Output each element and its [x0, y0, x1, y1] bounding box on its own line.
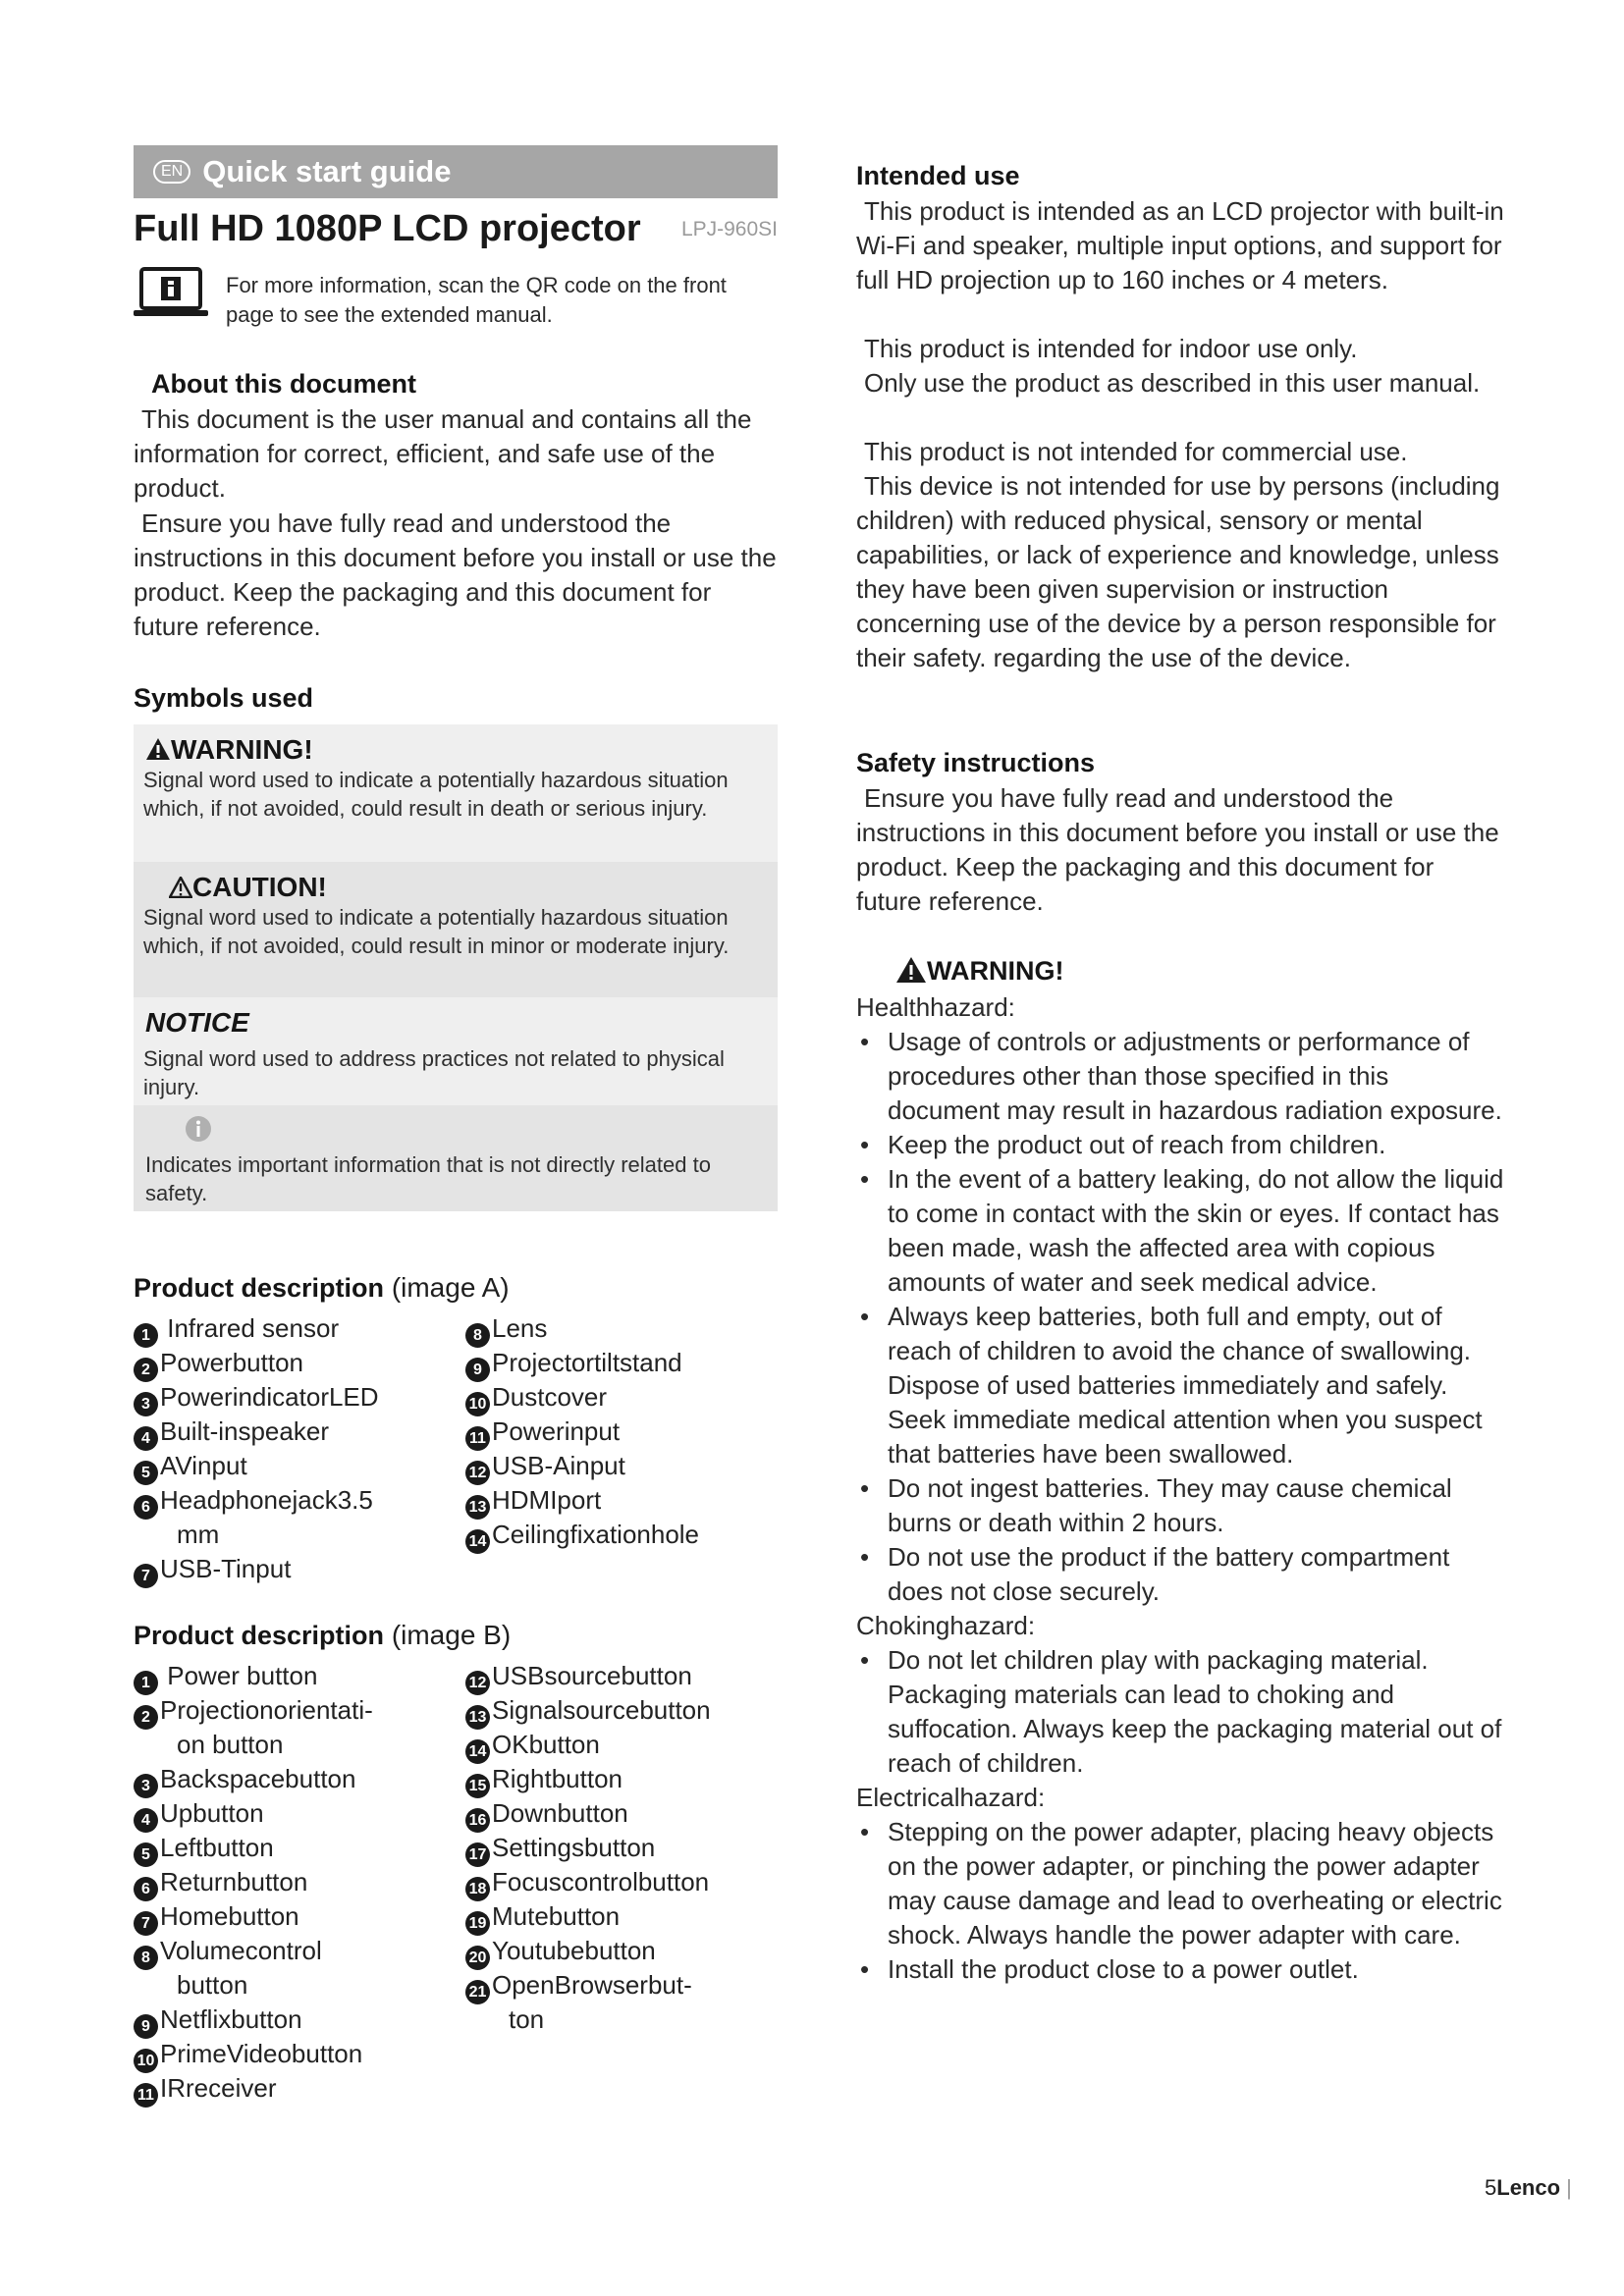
list-item: 19 Mutebutton: [465, 1899, 620, 1936]
about-paragraph-1: This document is the user manual and contains all the information for correct, efficient, and safe use of the product.: [134, 404, 752, 503]
list-item: • Do not let children play with packaging material. Packaging materials can lead to choking and suffocation. Always keep the packaging material out of reach of children.: [856, 1643, 1504, 1781]
list-item: 4 Upbutton: [134, 1796, 264, 1833]
list-item: 20 Youtubebutton: [465, 1934, 656, 1970]
model-number: LPJ-960SI: [680, 218, 778, 240]
warning-triangle-icon: [895, 956, 927, 984]
list-item: 3 PowerindicatorLED: [134, 1380, 379, 1416]
electrical-hazard-label: Electricalhazard:: [856, 1783, 1046, 1812]
list-item: 6 Returnbutton: [134, 1865, 307, 1901]
intended-paragraph-4: This product is not intended for commercial use.: [864, 437, 1408, 466]
caution-title: CAUTION!: [134, 872, 778, 903]
caution-triangle-icon: [169, 877, 192, 898]
about-heading: About this document: [151, 369, 416, 399]
list-item-continued: on button: [177, 1730, 284, 1759]
symbols-heading: Symbols used: [134, 683, 314, 713]
list-item: • Install the product close to a power outlet.: [856, 1952, 1504, 1987]
list-item: 11 Powerinput: [465, 1415, 620, 1451]
list-item: 2 Projectionorientati-: [134, 1693, 373, 1730]
list-item: 6 Headphonejack3.5: [134, 1483, 373, 1520]
list-item-continued: ton: [509, 2004, 545, 2034]
list-item: 2 Powerbutton: [134, 1346, 303, 1382]
intended-paragraph-1: This product is intended as an LCD projector with built-in Wi-Fi and speaker, multiple input options, and support for full HD projection up to 160 inches or 4 meters.: [856, 196, 1504, 294]
list-item: 9 Projectortiltstand: [465, 1346, 682, 1382]
safety-lists: [856, 990, 1504, 1987]
list-item: 15 Rightbutton: [465, 1762, 623, 1798]
laptop-info-icon: [134, 267, 208, 318]
list-item: 16 Downbutton: [465, 1796, 628, 1833]
list-item: 12 USBsourcebutton: [465, 1659, 692, 1695]
list-item: 4 Built-inspeaker: [134, 1415, 329, 1451]
warning-title: WARNING!: [134, 734, 778, 766]
safety-warning-title: WARNING!: [895, 956, 1063, 987]
list-item-continued: button: [177, 1970, 248, 2000]
list-item: • Usage of controls or adjustments or performance of procedures other than those specified in this document may result in hazardous radiation exposure.: [856, 1025, 1504, 1128]
list-item: 13 HDMIport: [465, 1483, 601, 1520]
guide-title: Quick start guide: [202, 154, 452, 188]
list-item: 10 PrimeVideobutton: [134, 2037, 362, 2073]
list-item: 14 Ceilingfixationhole: [465, 1518, 699, 1554]
health-hazard-label: Healthhazard:: [856, 992, 1015, 1022]
list-item: 7 Homebutton: [134, 1899, 299, 1936]
list-item: 5 Leftbutton: [134, 1831, 274, 1867]
choking-hazard-label: Chokinghazard:: [856, 1611, 1036, 1640]
list-item: 8 Volumecontrol: [134, 1934, 322, 1970]
quick-start-banner: [134, 145, 778, 198]
info-symbol-text: Indicates important information that is not directly related to safety.: [145, 1152, 711, 1205]
page-number: 5: [1485, 2175, 1497, 2200]
about-paragraph-2: Ensure you have fully read and understood the instructions in this document before you install or use the product. Keep the packaging and this document for future reference.: [134, 508, 777, 641]
safety-heading: Safety instructions: [856, 748, 1096, 777]
page-footer: 5Lenco |: [1485, 2175, 1572, 2200]
product-a-heading: Product description (image A): [134, 1272, 510, 1303]
product-title: Full HD 1080P LCD projector: [134, 208, 641, 249]
list-item: 9 Netflixbutton: [134, 2002, 302, 2039]
list-item: 18 Focuscontrolbutton: [465, 1865, 709, 1901]
list-item: 10 Dustcover: [465, 1380, 607, 1416]
list-item: • In the event of a battery leaking, do not allow the liquid to come in contact with the skin or eyes. If contact has been made, wash the affected area with copious amounts of water and seek medical advice.: [856, 1162, 1504, 1300]
list-item: 21 OpenBrowserbut-: [465, 1968, 692, 2004]
brand-name: Lenco: [1496, 2175, 1561, 2200]
list-item: 1 Power button: [134, 1659, 317, 1695]
list-item: 12 USB-Ainput: [465, 1449, 625, 1485]
list-item: 17 Settingsbutton: [465, 1831, 655, 1867]
info-symbol-box: [134, 1105, 778, 1211]
list-item: 8 Lens: [465, 1311, 547, 1348]
list-item: 14 OKbutton: [465, 1728, 600, 1764]
list-item: 1 Infrared sensor: [134, 1311, 339, 1348]
warning-text: Signal word used to indicate a potentially hazardous situation which, if not avoided, could result in death or serious injury.: [143, 768, 729, 821]
intended-paragraph-5: This device is not intended for use by persons (including children) with reduced physical, sensory or mental capabilities, or lack of experience and knowledge, unless they have been given supervision or instruction concerning use of the device by a person responsible for their safety. regarding the use of the device.: [856, 471, 1500, 672]
list-item-continued: mm: [177, 1520, 220, 1549]
list-item: 5 AVinput: [134, 1449, 247, 1485]
notice-symbol-box: [134, 997, 778, 1105]
list-item: 11 IRreceiver: [134, 2071, 276, 2108]
caution-text: Signal word used to indicate a potentially hazardous situation which, if not avoided, could result in minor or moderate injury.: [143, 905, 730, 958]
intended-use-heading: Intended use: [856, 161, 1020, 190]
caution-symbol-box: [134, 862, 778, 997]
warning-symbol-box: [134, 724, 778, 862]
product-b-heading: Product description (image B): [134, 1620, 512, 1650]
list-item: • Do not use the product if the battery compartment does not close securely.: [856, 1540, 1504, 1609]
info-note: For more information, scan the QR code on the front page to see the extended manual.: [226, 273, 727, 327]
notice-title: NOTICE: [145, 1007, 249, 1038]
list-item: • Always keep batteries, both full and empty, out of reach of children to avoid the chance of swallowing. Dispose of used batteries immediately and safely. Seek immediate medical attention when you suspect that batteries have been swallowed.: [856, 1300, 1504, 1471]
notice-text: Signal word used to address practices not related to physical injury.: [143, 1046, 725, 1099]
list-item: 3 Backspacebutton: [134, 1762, 355, 1798]
list-item: • Stepping on the power adapter, placing heavy objects on the power adapter, or pinching the power adapter may cause damage and lead to overheating or electric shock. Always handle the power adapter with care.: [856, 1815, 1504, 1952]
intended-paragraph-3: Only use the product as described in this user manual.: [864, 368, 1481, 398]
warning-triangle-icon: [145, 737, 171, 761]
info-circle-icon: [185, 1115, 212, 1143]
list-item: 13 Signalsourcebutton: [465, 1693, 711, 1730]
list-item: • Keep the product out of reach from children.: [856, 1128, 1504, 1162]
safety-paragraph-1: Ensure you have fully read and understood the instructions in this document before you install or use the product. Keep the packaging and this document for future reference.: [856, 783, 1499, 916]
list-item: 7 USB-Tinput: [134, 1552, 291, 1588]
intended-paragraph-2: This product is intended for indoor use only.: [864, 334, 1358, 363]
language-badge: EN: [153, 160, 190, 184]
list-item: • Do not ingest batteries. They may cause chemical burns or death within 2 hours.: [856, 1471, 1504, 1540]
